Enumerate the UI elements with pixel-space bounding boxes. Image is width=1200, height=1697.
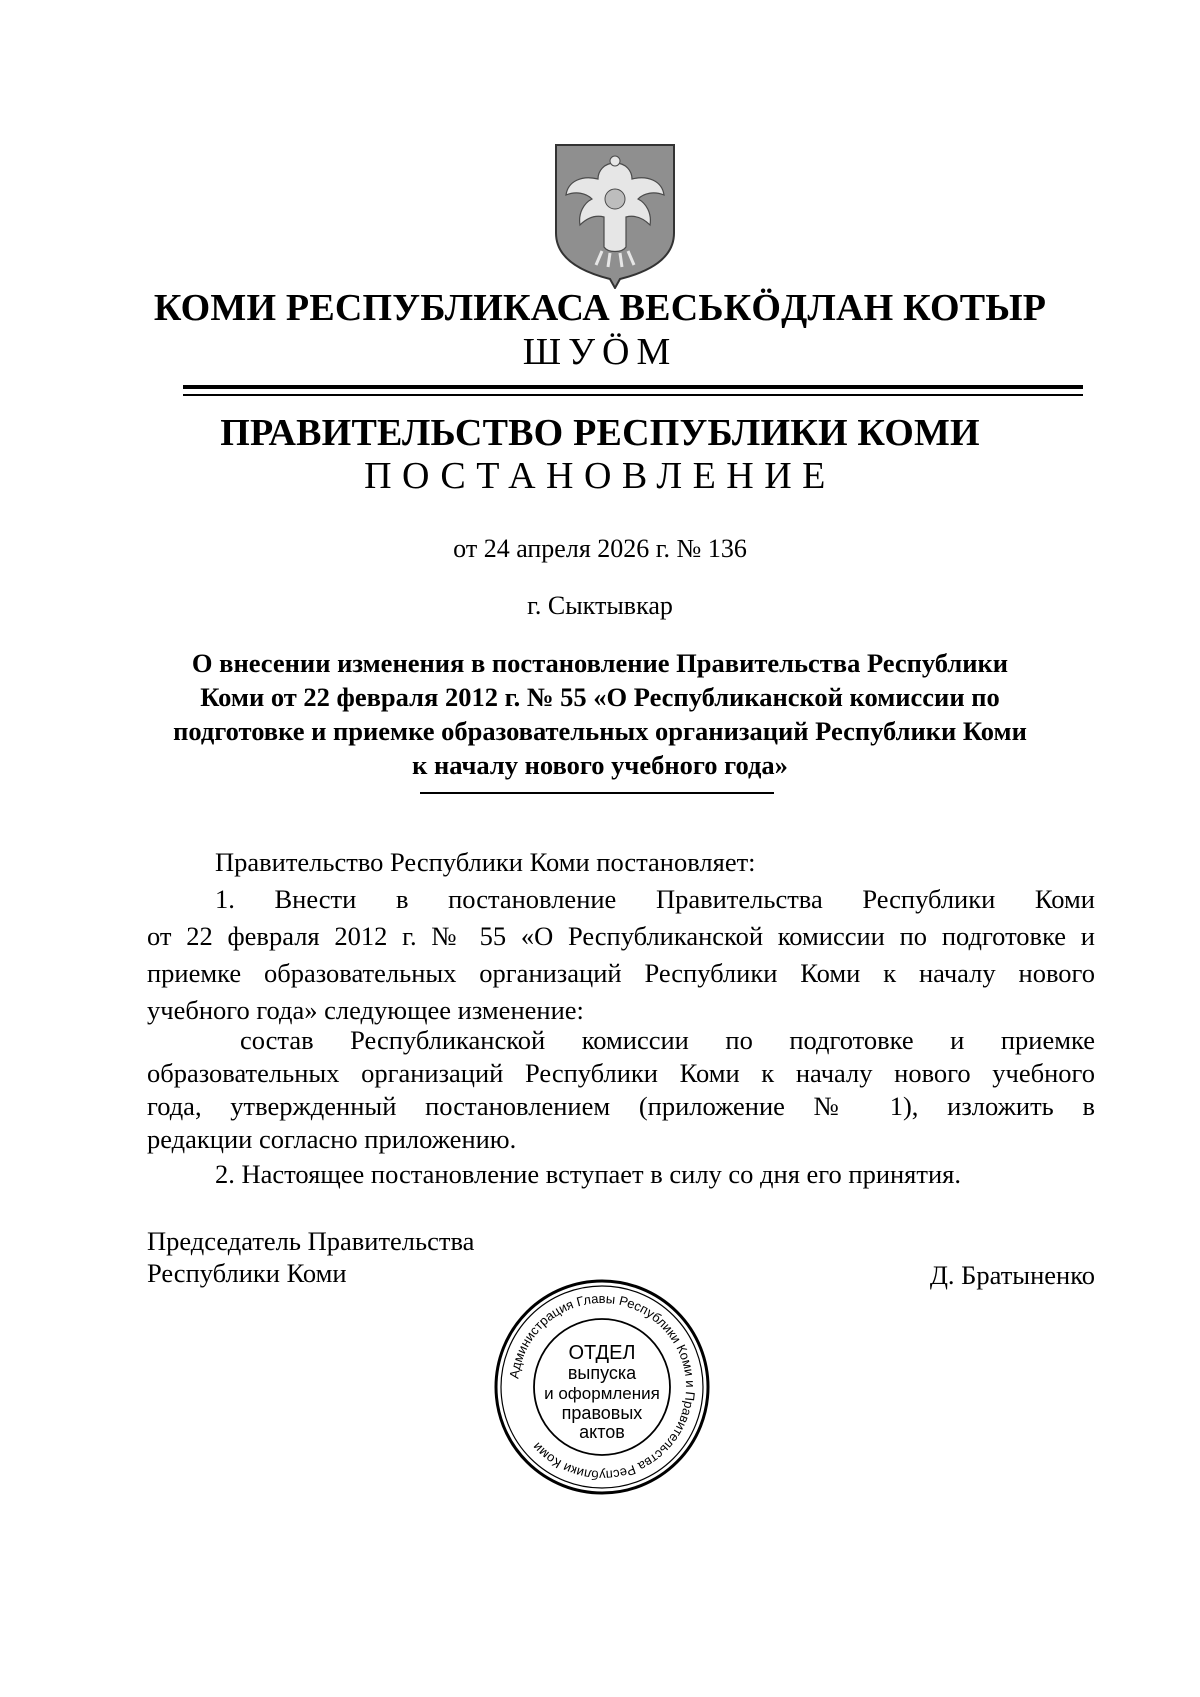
signatory-name: Д. Братыненко <box>929 1260 1095 1290</box>
paragraph-2-line: года, утвержденный постановлением (приложение № 1), изложить в <box>147 1091 1095 1121</box>
signature-position <box>147 1225 474 1289</box>
stamp-center-line: выпуска <box>567 1363 637 1383</box>
city: г. Сыктывкар <box>527 591 673 620</box>
paragraph-1-line: приемке образовательных организаций Республики Коми к началу нового <box>147 958 1095 988</box>
komi-header-title: КОМИ РЕСПУБЛИКАСА ВЕСЬКӦДЛАН КОТЫР <box>153 287 1047 329</box>
title-underline <box>420 792 774 794</box>
paragraph-1-line: от 22 февраля 2012 г. № 55 «О Республиканской комиссии по подготовке и <box>147 921 1095 951</box>
title-line: О внесении изменения в постановление Правительства Республики <box>191 648 1009 678</box>
header-rule-thick <box>183 385 1083 389</box>
paragraph-2 <box>147 1024 1095 1156</box>
paragraph-3: 2. Настоящее постановление вступает в силу со дня его принятия. <box>215 1159 961 1189</box>
paragraph-2-line: редакции согласно приложению. <box>147 1124 517 1154</box>
official-stamp <box>492 1277 712 1497</box>
document-title <box>0 646 1200 782</box>
stamp-ring-text: Администрация Главы Республики Коми и Правительства Республики Коми <box>506 1290 699 1484</box>
title-line: Коми от 22 февраля 2012 г. № 55 «О Республиканской комиссии по <box>200 682 1000 712</box>
ru-header-title: ПРАВИТЕЛЬСТВО РЕСПУБЛИКИ КОМИ <box>220 412 980 454</box>
stamp-center-line: ОТДЕЛ <box>568 1342 636 1364</box>
signature-position-line: Председатель Правительства <box>147 1226 475 1256</box>
header-rule-thin <box>183 394 1083 396</box>
title-line: к началу нового учебного года» <box>412 750 788 780</box>
paragraph-1-line: учебного года» следующее изменение: <box>147 995 584 1025</box>
coat-of-arms-emblem <box>552 141 678 289</box>
date-number: от 24 апреля 2026 г. № 136 <box>453 534 747 563</box>
stamp-center-line: и оформления <box>544 1384 660 1403</box>
signature-position-line: Республики Коми <box>147 1258 347 1288</box>
paragraph-1 <box>147 881 1095 1029</box>
paragraph-1-line: 1. Внести в постановление Правительства Республики Коми <box>215 884 1095 914</box>
komi-doc-type: ШУӦМ <box>522 331 678 373</box>
stamp-center-line: актов <box>579 1422 625 1442</box>
ru-doc-type: ПОСТАНОВЛЕНИЕ <box>364 455 836 497</box>
paragraph-2-line: состав Республиканской комиссии по подготовке и приемке <box>240 1025 1095 1055</box>
paragraph-2-line: образовательных организаций Республики Коми к началу нового учебного <box>147 1058 1095 1088</box>
stamp-center-line: правовых <box>561 1403 643 1423</box>
title-line: подготовке и приемке образовательных организаций Республики Коми <box>173 716 1027 746</box>
body-intro: Правительство Республики Коми постановляет: <box>215 847 756 877</box>
